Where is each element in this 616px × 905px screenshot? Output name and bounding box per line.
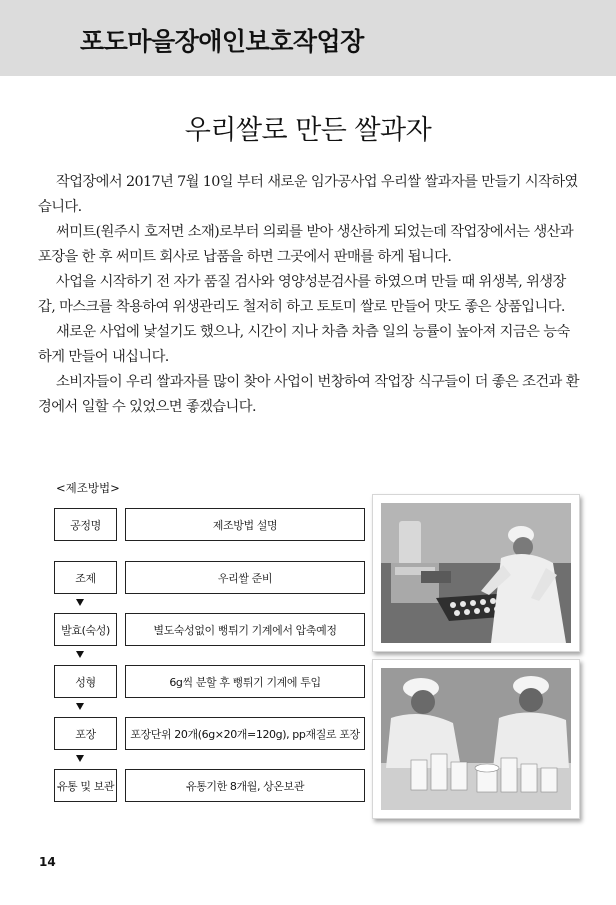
process-header-step: 공정명 — [54, 508, 117, 541]
process-step-name: 성형 — [54, 665, 117, 698]
down-arrow-icon — [76, 599, 84, 606]
header-title: 포도마을장애인보호작업장 — [80, 27, 364, 56]
process-header-description: 제조방법 설명 — [125, 508, 365, 541]
process-step-name: 포장 — [54, 717, 117, 750]
photo-packing-workers — [372, 659, 580, 819]
process-step-description: 별도숙성없이 뻥튀기 기계에서 압축예정 — [125, 613, 365, 646]
process-step-description: 포장단위 20개(6g×20개=120g), pp재질로 포장 — [125, 717, 365, 750]
process-step-description: 유통기한 8개월, 상온보관 — [125, 769, 365, 802]
page-number: 14 — [39, 855, 56, 869]
photo-machine-worker — [372, 494, 580, 652]
down-arrow-icon — [76, 703, 84, 710]
paragraph: 사업을 시작하기 전 자가 품질 검사와 영양성분검사를 하였으며 만들 때 위생복, 위생장갑, 마스크를 착용하여 위생관리도 철저히 하고 토토미 쌀로 만들어 맛도 좋은 상품입니다. — [38, 274, 566, 315]
paragraph: 써미트(원주시 호저면 소재)로부터 의뢰를 받아 생산하게 되었는데 작업장에서는 생산과 포장을 한 후 써미트 회사로 납품을 하면 그곳에서 판매를 하게 됩니다. — [38, 224, 574, 265]
down-arrow-icon — [76, 755, 84, 762]
process-step-name: 유통 및 보관 — [54, 769, 117, 802]
photo-machine-worker-image — [381, 503, 571, 643]
process-step-description: 6g씩 분할 후 뻥튀기 기계에 투입 — [125, 665, 365, 698]
photo-packing-workers-image — [381, 668, 571, 810]
process-heading: <제조방법> — [56, 481, 120, 495]
process-step-name: 조제 — [54, 561, 117, 594]
paragraph: 새로운 사업에 낯설기도 했으나, 시간이 지나 차츰 차츰 일의 능률이 높아져 지금은 능숙하게 만들어 내십니다. — [38, 324, 570, 365]
down-arrow-icon — [76, 651, 84, 658]
process-step-description: 우리쌀 준비 — [125, 561, 365, 594]
paragraph: 작업장에서 2017년 7월 10일 부터 새로운 임가공사업 우리쌀 쌀과자를 만들기 시작하였습니다. — [38, 174, 578, 215]
article-body — [38, 170, 580, 420]
article-title: 우리쌀로 만든 쌀과자 — [184, 115, 432, 146]
paragraph: 소비자들이 우리 쌀과자를 많이 찾아 사업이 번창하여 작업장 식구들이 더 좋은 조건과 환경에서 일할 수 있었으면 좋겠습니다. — [38, 374, 579, 415]
process-step-name: 발효(숙성) — [54, 613, 117, 646]
